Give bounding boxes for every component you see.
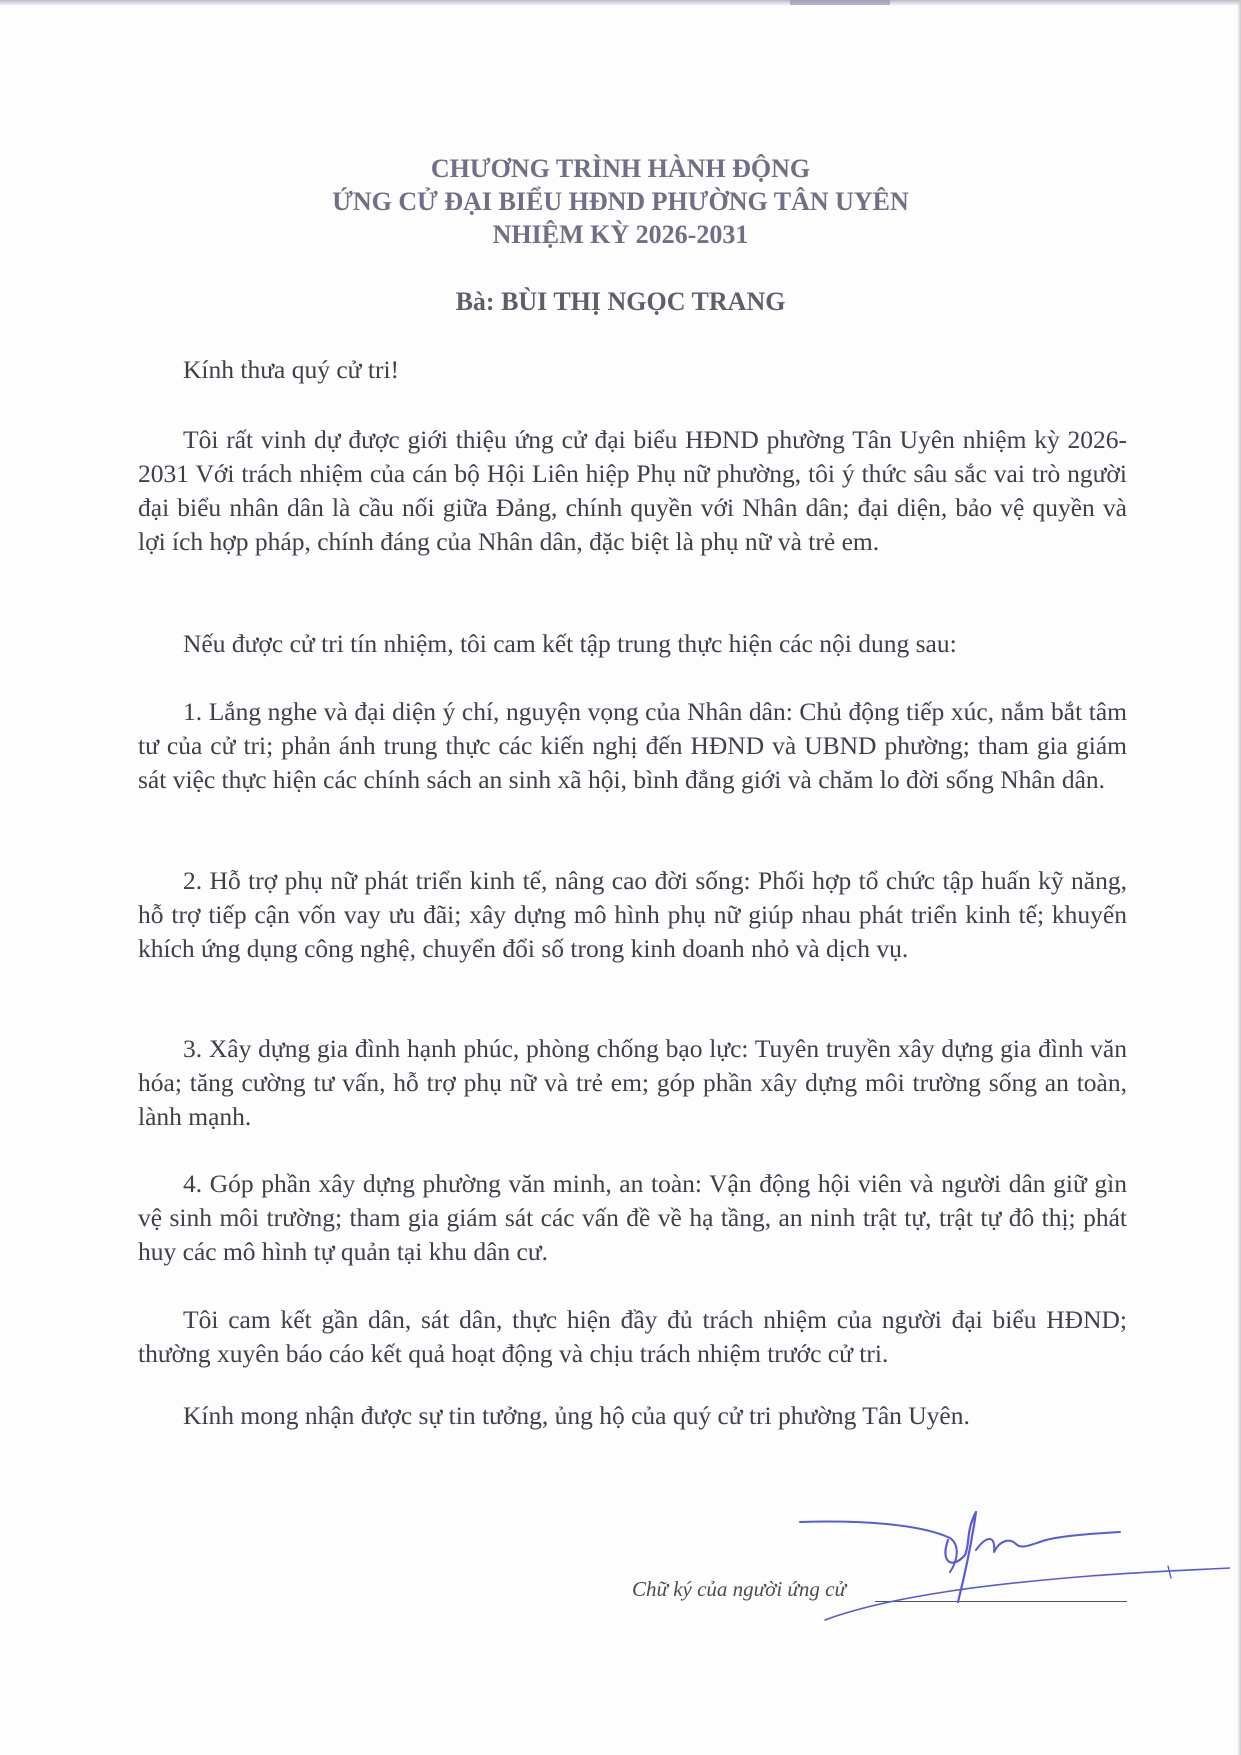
pledge-paragraph: Tôi cam kết gần dân, sát dân, thực hiện đầy đủ trách nhiệm của người đại biểu HĐND; thường xuyên báo cáo kết quả hoạt động và chịu trách nhiệm trước cử tri. [138, 1305, 1127, 1368]
commitment-intro: Nếu được cử tri tín nhiệm, tôi cam kết tập trung thực hiện các nội dung sau: [183, 629, 957, 658]
signature-stroke-underline [825, 1568, 1230, 1620]
scan-edge-mark [790, 0, 890, 5]
commitment-item-4: 4. Góp phần xây dựng phường văn minh, an toàn: Vận động hội viên và người dân giữ gìn vệ sinh môi trường; tham gia giám sát các vấn đề về hạ tầng, an ninh trật tự, trật tự đô thị; phát huy các mô hình tự quản tại khu dân cư. [138, 1169, 1127, 1266]
title-line-term: NHIỆM KỲ 2026-2031 [492, 220, 749, 249]
commitment-item-2: 2. Hỗ trợ phụ nữ phát triển kinh tế, nâng cao đời sống: Phối hợp tổ chức tập huấn kỹ năng, hỗ trợ tiếp cận vốn vay ưu đãi; xây dựng mô hình phụ nữ giúp nhau phát triển kinh tế; khuyến khích ứng dụng công nghệ, chuyển đổi số trong kinh doanh nhỏ và dịch vụ. [138, 866, 1127, 963]
commitment-item-3: 3. Xây dựng gia đình hạnh phúc, phòng chống bạo lực: Tuyên truyền xây dựng gia đình văn hóa; tăng cường tư vấn, hỗ trợ phụ nữ và trẻ em; góp phần xây dựng môi trường sống an toàn, lành mạnh. [138, 1034, 1127, 1131]
candidate-name: Bà: BÙI THỊ NGỌC TRANG [455, 287, 786, 316]
scan-edge-right [1237, 0, 1241, 1755]
signature-label: Chữ ký của người ứng cử [632, 1577, 846, 1601]
scan-edge-top [0, 0, 1241, 6]
document-title [0, 152, 1241, 251]
handwritten-signature [790, 1500, 1230, 1630]
title-line-candidacy: ỨNG CỬ ĐẠI BIỂU HĐND PHƯỜNG TÂN UYÊN [332, 187, 909, 216]
greeting: Kính thưa quý cử tri! [183, 355, 400, 384]
intro-paragraph: Tôi rất vinh dự được giới thiệu ứng cử đại biểu HĐND phường Tân Uyên nhiệm kỳ 2026-2031 Với trách nhiệm của cán bộ Hội Liên hiệp Phụ nữ phường, tôi ý thức sâu sắc vai trò người đại biểu nhân dân là cầu nối giữa Đảng, chính quyền với Nhân dân; đại diện, bảo vệ quyền và lợi ích hợp pháp, chính đáng của Nhân dân, đặc biệt là phụ nữ và trẻ em. [138, 425, 1127, 556]
closing-paragraph: Kính mong nhận được sự tin tưởng, ủng hộ của quý cử tri phường Tân Uyên. [183, 1401, 970, 1430]
title-line-program: CHƯƠNG TRÌNH HÀNH ĐỘNG [430, 154, 811, 183]
signature-stroke-top [800, 1522, 957, 1572]
commitment-item-1: 1. Lắng nghe và đại diện ý chí, nguyện vọng của Nhân dân: Chủ động tiếp xúc, nắm bắt tâm tư của cử tri; phản ánh trung thực các kiến nghị đến HĐND và UBND phường; tham gia giám sát việc thực hiện các chính sách an sinh xã hội, bình đẳng giới và chăm lo đời sống Nhân dân. [138, 697, 1127, 794]
signature-stroke-tick [1168, 1566, 1171, 1578]
signature-stroke-letters [976, 1532, 1120, 1552]
